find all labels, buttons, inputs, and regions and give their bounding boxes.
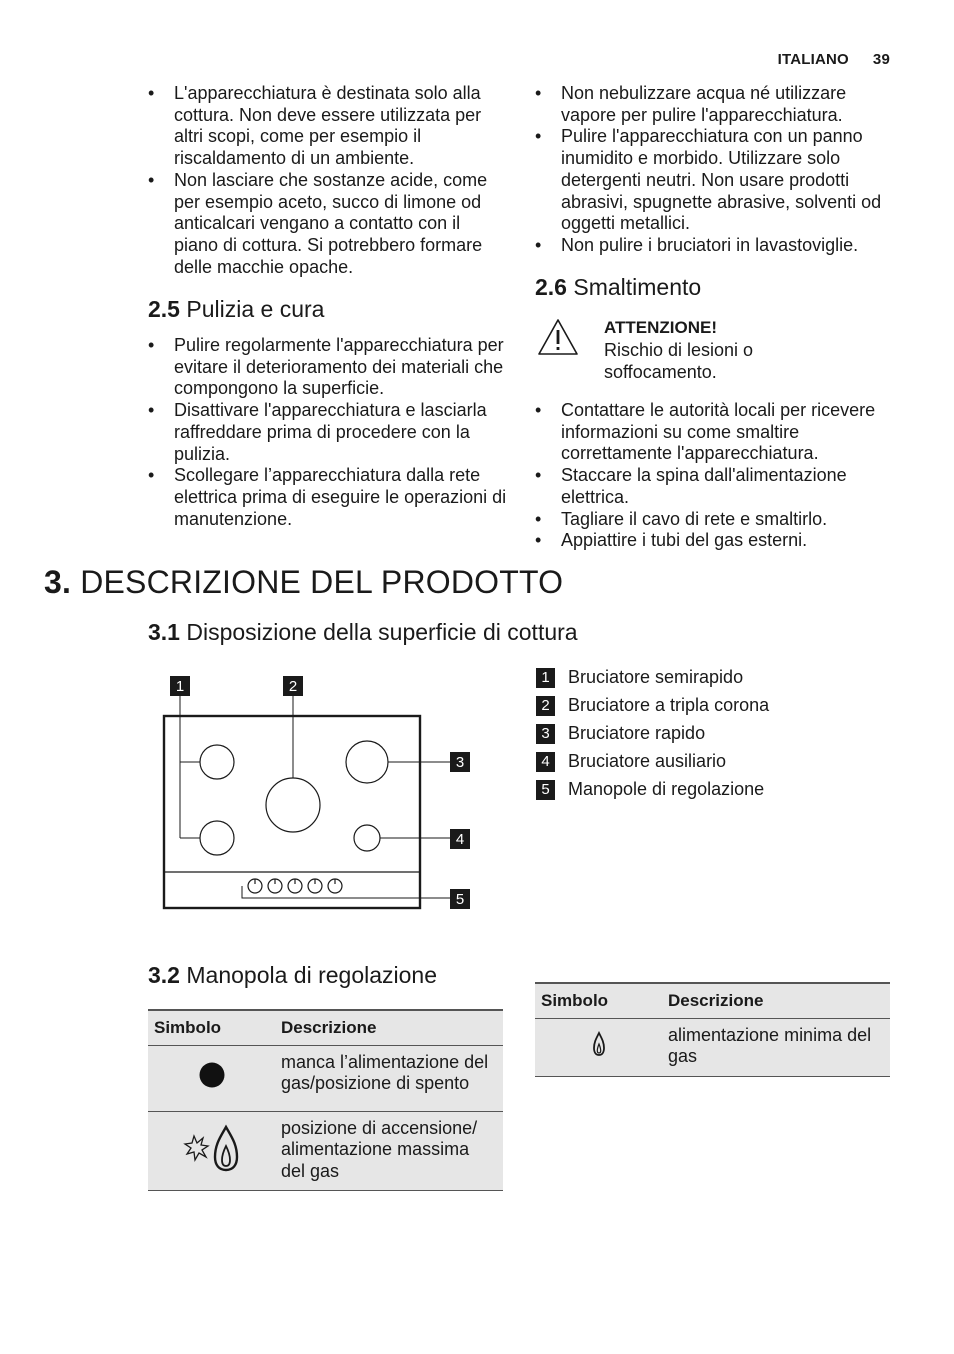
- list-item: • Non lasciare che sostanze acide, come per esempio aceto, succo di limone od anticalcari vengano a contatto con il piano di cottura. Si potrebbero formare delle macchie opache.: [148, 170, 508, 279]
- page-number: 39: [872, 51, 890, 68]
- auxiliary-burner: [354, 825, 380, 851]
- description-cell: alimentazione minima del gas: [662, 1018, 890, 1076]
- callout-3: 3: [455, 754, 465, 771]
- filled-circle-icon: [198, 1061, 226, 1089]
- legend-num-3: 3: [536, 724, 555, 744]
- list-item: • Appiattire i tubi del gas esterni.: [535, 530, 895, 552]
- symbol-table-right: [535, 982, 890, 1077]
- legend-num-5: 5: [536, 780, 555, 800]
- section-heading-3-2: 3.2 Manopola di regolazione: [148, 962, 437, 988]
- language-label: ITALIANO: [777, 51, 849, 68]
- section-heading-2-5: 2.5 Pulizia e cura: [148, 296, 325, 322]
- page-header: [778, 51, 890, 68]
- table-row: [535, 1018, 890, 1076]
- symbol-cell: [148, 1045, 275, 1111]
- safety-list-right: [535, 83, 895, 257]
- table-header-row: [535, 983, 890, 1018]
- list-item: • L'apparecchiatura è destinata solo alla cottura. Non deve essere utilizzata per altri scopi, come per esempio il riscaldamento di un ambiente.: [148, 83, 508, 170]
- cleaning-list: [148, 335, 508, 530]
- table-row: [148, 1045, 503, 1111]
- legend-num-2: 2: [536, 696, 555, 716]
- header-description: Descrizione: [275, 1010, 503, 1045]
- legend-num-4: 4: [536, 752, 555, 772]
- list-item: • Pulire regolarmente l'apparecchiatura per evitare il deterioramento dei materiali che compongono la superficie.: [148, 335, 508, 400]
- list-item: • Non pulire i bruciatori in lavastoviglie.: [535, 235, 895, 257]
- legend-label-2: Bruciatore a tripla corona: [568, 695, 770, 715]
- table-header-row: [148, 1010, 503, 1045]
- description-cell: manca l’alimentazione del gas/posizione di spento: [275, 1045, 503, 1111]
- triple-crown-burner: [266, 778, 320, 832]
- safety-list-left: [148, 83, 508, 278]
- rapid-burner: [346, 741, 388, 783]
- warning-title: ATTENZIONE!: [604, 318, 718, 337]
- hob-layout-diagram: [160, 672, 480, 917]
- section-heading-2-6: 2.6 Smaltimento: [535, 274, 702, 300]
- list-item: • Non nebulizzare acqua né utilizzare vapore per pulire l'apparecchiatura.: [535, 83, 895, 126]
- list-item: • Contattare le autorità locali per ricevere informazioni su come smaltire correttamente l'apparecchiatura.: [535, 400, 895, 465]
- warning-text: Rischio di lesioni o soffocamento.: [604, 340, 754, 382]
- small-flame-icon: [591, 1031, 607, 1057]
- callout-5: 5: [455, 891, 465, 908]
- list-item: • Staccare la spina dall'alimentazione elettrica.: [535, 465, 895, 508]
- semi-rapid-burner-bottom: [200, 821, 234, 855]
- callout-lines: [180, 696, 450, 898]
- legend-label-1: Bruciatore semirapido: [568, 667, 744, 687]
- semi-rapid-burner-top: [200, 745, 234, 779]
- legend-num-1: 1: [536, 668, 555, 688]
- legend-label-4: Bruciatore ausiliario: [568, 751, 727, 771]
- list-item: • Tagliare il cavo di rete e smaltirlo.: [535, 509, 895, 531]
- description-cell: posizione di accensione/ alimentazione massima del gas: [275, 1111, 503, 1190]
- symbol-table-left: [148, 1009, 503, 1191]
- list-item: • Disattivare l'apparecchiatura e lasciarla raffreddare prima di procedere con la pulizia.: [148, 400, 508, 465]
- table-row: [148, 1111, 503, 1190]
- callout-4: 4: [455, 831, 465, 848]
- callout-1: 1: [175, 678, 185, 695]
- callout-2: 2: [288, 678, 298, 695]
- control-knobs: [248, 879, 342, 893]
- symbol-cell: [148, 1111, 275, 1190]
- header-symbol: Simbolo: [535, 983, 662, 1018]
- ignition-large-flame-icon: [182, 1124, 242, 1172]
- header-symbol: Simbolo: [148, 1010, 275, 1045]
- disposal-list: [535, 400, 895, 552]
- legend-label-3: Bruciatore rapido: [568, 723, 706, 743]
- legend-label-5: Manopole di regolazione: [568, 779, 765, 799]
- list-item: • Pulire l'apparecchiatura con un panno inumidito e morbido. Utilizzare solo detergenti neutri. Non usare prodotti abrasivi, spugnette abrasive, solventi od oggetti metallici.: [535, 126, 895, 235]
- list-item: • Scollegare l’apparecchiatura dalla rete elettrica prima di eseguire le operazioni di manutenzione.: [148, 465, 508, 530]
- warning-triangle-icon: [537, 318, 579, 356]
- section-heading-3-1: 3.1 Disposizione della superficie di cottura: [148, 619, 578, 645]
- symbol-cell: [535, 1018, 662, 1076]
- chapter-heading-3: 3. DESCRIZIONE DEL PRODOTTO: [44, 564, 564, 600]
- header-description: Descrizione: [662, 983, 890, 1018]
